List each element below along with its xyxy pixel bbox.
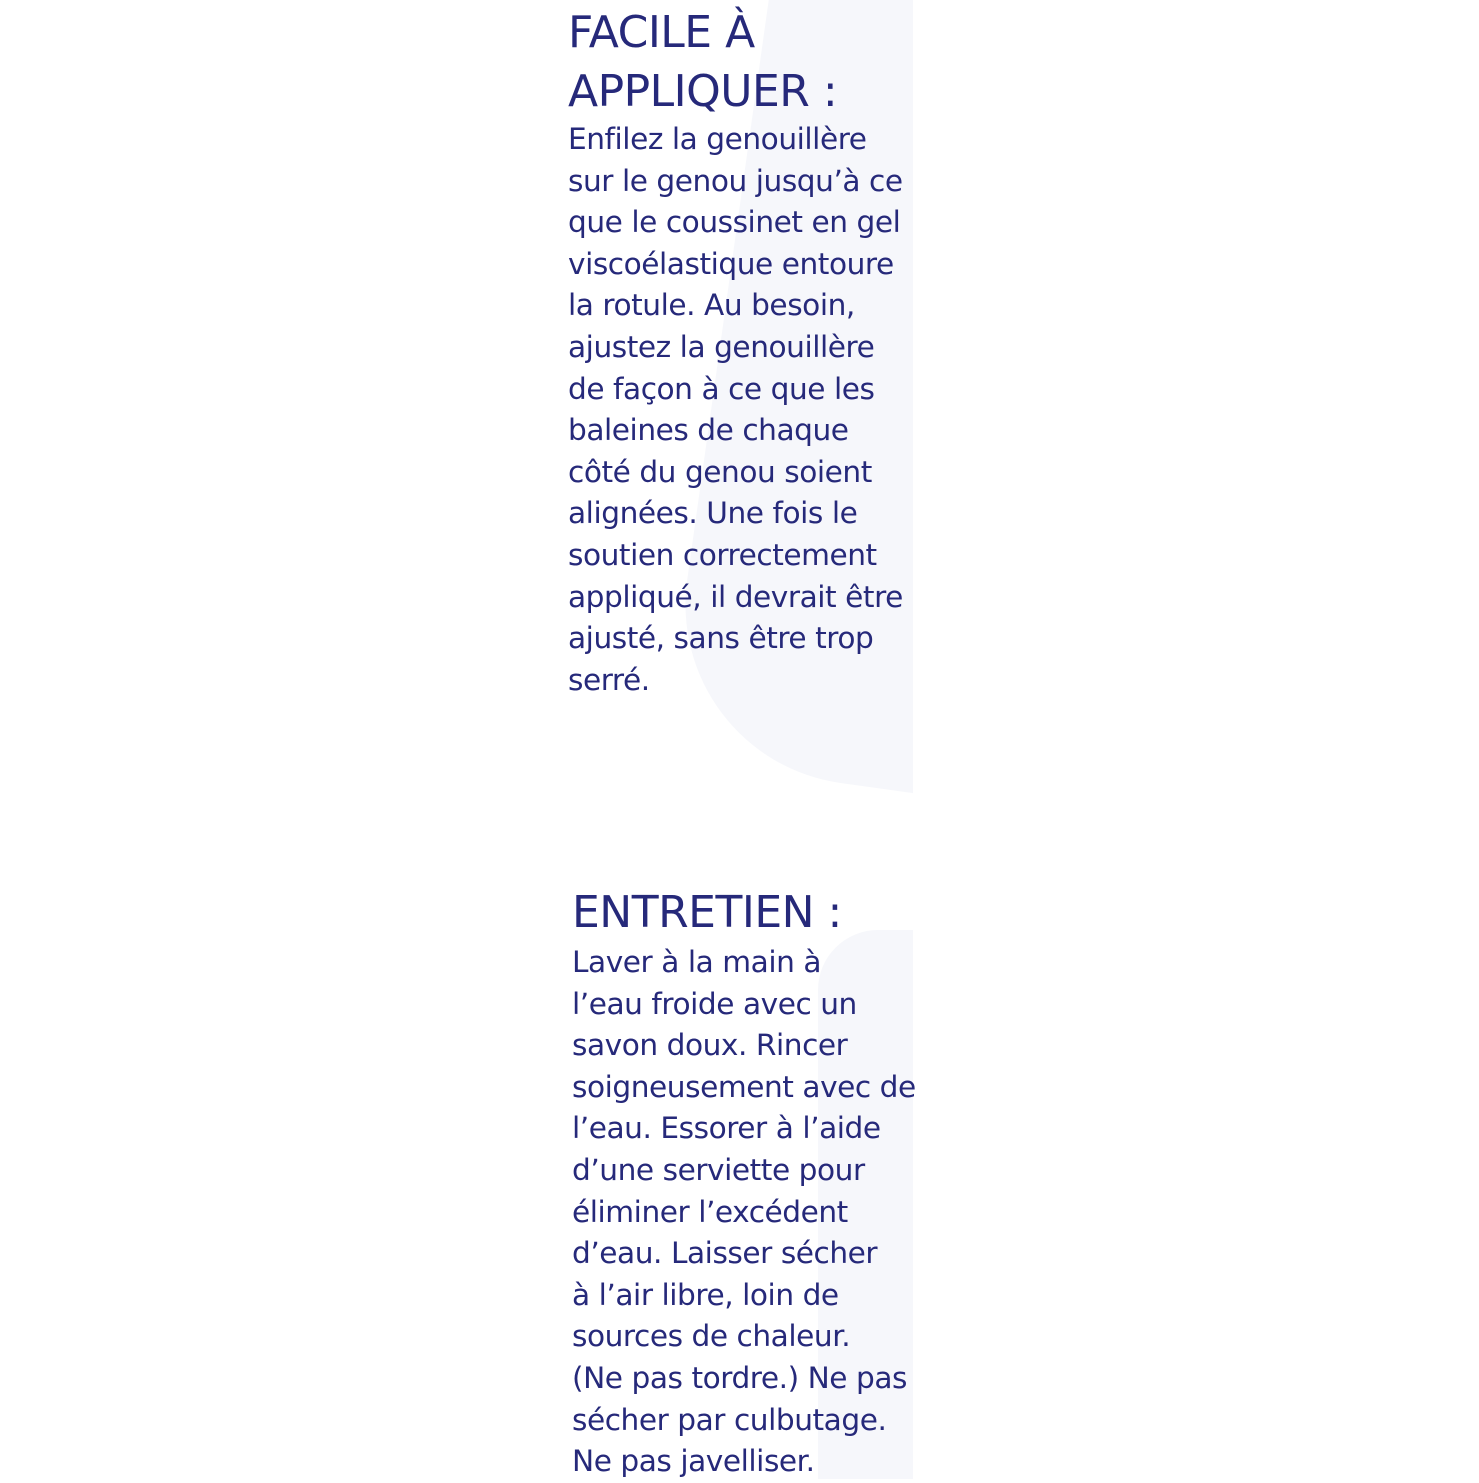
text-line: l’eau froide avec un [572, 986, 857, 1021]
text-line: Enfilez la genouillère [568, 122, 867, 156]
heading-line: APPLIQUER : [568, 66, 838, 117]
text-line: Laver à la main à [572, 945, 822, 979]
text-line: sur le genou jusqu’à ce [568, 163, 903, 198]
text-line: appliqué, il devrait être [568, 579, 903, 614]
text-line: la rotule. Au besoin, [568, 288, 855, 323]
text-line: (Ne pas tordre.) Ne pas [572, 1360, 908, 1395]
text-line: ajustez la genouillère [568, 329, 875, 364]
text-line: ajusté, sans être trop [568, 621, 874, 656]
text-line: Ne pas javelliser. [572, 1444, 815, 1479]
text-line: de façon à ce que les [568, 371, 875, 406]
text-line: serré. [568, 662, 650, 697]
text-line: à l’air libre, loin de [572, 1277, 839, 1312]
text-line: éliminer l’excédent [572, 1194, 848, 1229]
text-line: que le coussinet en gel [568, 205, 901, 240]
text-line: sources de chaleur. [572, 1319, 851, 1354]
text-line: soigneusement avec de [572, 1069, 916, 1104]
text-line: côté du genou soient [568, 454, 872, 489]
text-line: sécher par culbutage. [572, 1402, 887, 1437]
text-line: alignées. Une fois le [568, 496, 858, 531]
care-heading [572, 883, 917, 942]
text-line: savon doux. Rincer [572, 1028, 848, 1063]
heading-line: ENTRETIEN : [572, 887, 842, 938]
easy-to-apply-heading [568, 3, 913, 121]
text-line: d’eau. Laisser sécher [572, 1236, 878, 1271]
text-line: soutien correctement [568, 537, 877, 572]
care-text [572, 942, 917, 1483]
text-line: d’une serviette pour [572, 1152, 865, 1187]
care-section [572, 883, 917, 1483]
easy-to-apply-text [568, 119, 913, 701]
text-line: viscoélastique entoure [568, 246, 894, 281]
text-line: l’eau. Essorer à l’aide [572, 1111, 881, 1146]
text-line: baleines de chaque [568, 413, 849, 448]
heading-line: FACILE À [568, 7, 755, 58]
easy-to-apply-section [568, 3, 913, 701]
